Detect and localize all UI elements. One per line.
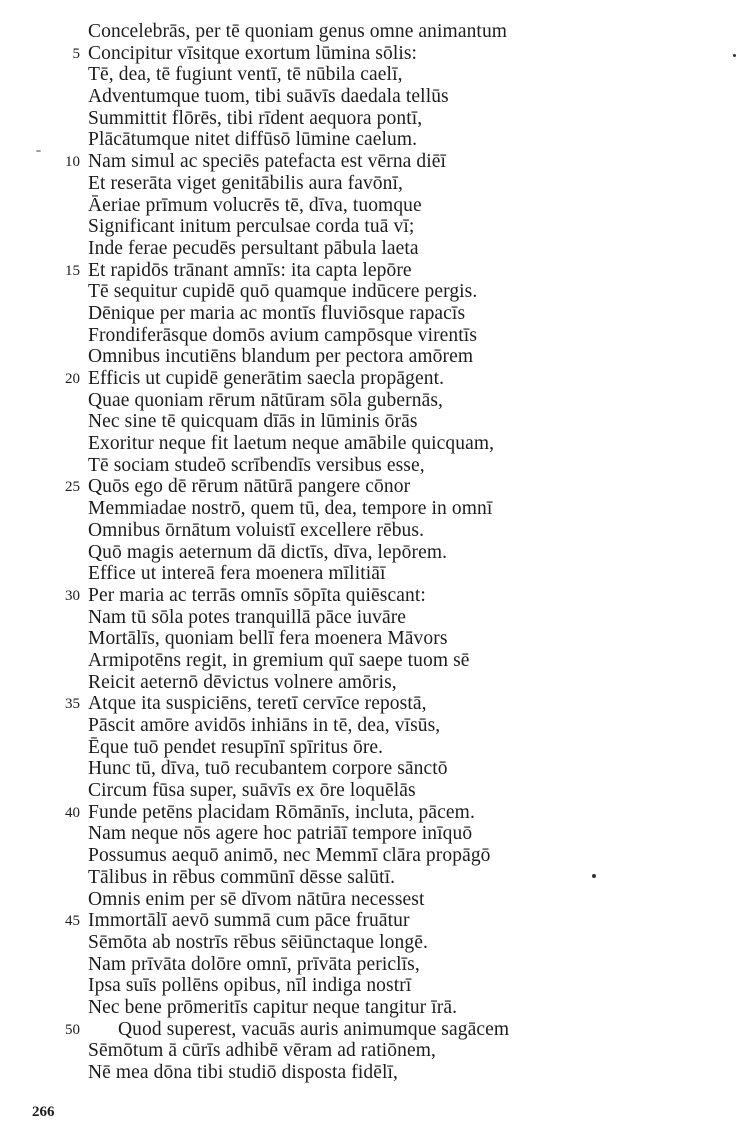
- verse-line: [0, 910, 750, 932]
- verse-line: [0, 195, 750, 217]
- verse-text: Omnibus incutiēns blandum per pectora amōrem: [88, 346, 474, 368]
- verse-text: Reicit aeternō dēvictus volnere amōris,: [88, 671, 397, 693]
- verse-text: Tālibus in rēbus commūnī dēsse salūtī.: [88, 866, 396, 888]
- verse-text: Nam neque nōs agere hoc patriāī tempore inīquō: [88, 823, 473, 845]
- verse-line: [0, 715, 750, 737]
- line-number: 5: [72, 45, 80, 62]
- verse-text: Possumus aequō animō, nec Memmī clāra propāgō: [88, 845, 491, 867]
- verse-line: [0, 86, 750, 108]
- verse-line: [0, 607, 750, 629]
- verse-line: [0, 411, 750, 433]
- verse-line: [0, 802, 750, 824]
- verse-text: Quae quoniam rērum nātūram sōla gubernās,: [88, 389, 443, 411]
- verse-text: Quod superest, vacuās auris animumque sagācem: [118, 1018, 510, 1040]
- verse-line: [0, 585, 750, 607]
- verse-line: [0, 563, 750, 585]
- verse-text: Concelebrās, per tē quoniam genus omne animantum: [88, 21, 508, 42]
- verse-line: [0, 693, 750, 715]
- verse-text: Inde ferae pecudēs persultant pābula laeta: [88, 237, 419, 259]
- verse-line: [0, 108, 750, 130]
- verse-line: [0, 650, 750, 672]
- verse-text: Et reserāta viget genitābilis aura favōnī,: [88, 172, 403, 194]
- verse-text: Quō magis aeternum dā dictīs, dīva, lepōrem.: [88, 541, 448, 563]
- line-number: 10: [65, 154, 80, 171]
- verse-line: [0, 173, 750, 195]
- verse-text: Efficis ut cupidē generātim saecla propāgent.: [88, 368, 445, 389]
- verse-line: [0, 758, 750, 780]
- verse-text: Frondiferāsque domōs avium campōsque virentīs: [88, 324, 478, 346]
- verse-text: Quōs ego dē rērum nātūrā pangere cōnor: [88, 476, 411, 498]
- verse-line: [0, 1040, 750, 1062]
- verse-text: Memmiadae nostrō, quem tū, dea, tempore in omnī: [88, 498, 493, 520]
- verse-line: [0, 216, 750, 238]
- verse-line: [0, 1019, 750, 1041]
- verse-line: [0, 238, 750, 260]
- verse-text: Immortālī aevō summā cum pāce fruātur: [88, 910, 410, 932]
- verse-line: [0, 129, 750, 151]
- verse-text: Exoritur neque fit laetum neque amābile quicquam,: [88, 433, 495, 455]
- verse-text: Mortālīs, quoniam bellī fera moenera Māvors: [88, 628, 448, 650]
- print-speck: [592, 874, 596, 878]
- verse-line: [0, 151, 750, 173]
- line-number: 25: [65, 479, 80, 496]
- line-number: 40: [65, 804, 80, 821]
- verse-line: [0, 346, 750, 368]
- verse-text: Adventumque tuom, tibi suāvīs daedala tellūs: [88, 86, 449, 108]
- verse-text: Circum fūsa super, suāvīs ex ōre loquēlās: [88, 780, 416, 802]
- verse-text: Nec sine tē quicquam dīās in lūminis ōrās: [88, 411, 418, 433]
- verse-line: [0, 672, 750, 694]
- line-number: 30: [65, 587, 80, 604]
- verse-text: Omnibus ōrnātum voluistī excellere rēbus.: [88, 519, 425, 541]
- verse-text: Nam simul ac speciēs patefacta est vērna diēī: [88, 151, 447, 173]
- verse-text: Funde petēns placidam Rōmānīs, incluta, pācem.: [88, 801, 475, 823]
- verse-text: Nec bene prōmeritīs capitur neque tangitur īrā.: [88, 996, 458, 1018]
- verse-text: Nē mea dōna tibi studiō disposta fidēlī,: [88, 1062, 398, 1083]
- line-number: 20: [65, 371, 80, 387]
- verse-text: Tē, dea, tē fugiunt ventī, tē nūbila caelī,: [88, 64, 403, 86]
- verse-line: [0, 997, 750, 1019]
- verse-text: Pāscit amōre avidōs inhiāns in tē, dea, vīsūs,: [88, 715, 441, 736]
- verse-text: Dēnique per maria ac montīs fluviōsque rapacīs: [88, 302, 466, 324]
- verse-line: [0, 1062, 750, 1084]
- line-number: 35: [65, 696, 80, 713]
- verse-line: [0, 260, 750, 282]
- verse-text: Tē sequitur cupidē quō quamque indūcere pergis.: [88, 281, 478, 303]
- line-number: 50: [65, 1021, 80, 1038]
- verse-line: [0, 542, 750, 564]
- verse-text: Plācātumque nitet diffūsō lūmine caelum.: [88, 129, 418, 151]
- verse-line: [0, 932, 750, 954]
- verse-text: Tē sociam studeō scrībendīs versibus esse,: [88, 454, 425, 476]
- verse-line: [0, 433, 750, 455]
- verse-text: Sēmōtum ā cūrīs adhibē vēram ad ratiōnem,: [88, 1040, 436, 1062]
- verse-text: Significant initum perculsae corda tuā vī;: [88, 216, 415, 238]
- verse-line: [0, 64, 750, 86]
- line-number: 15: [65, 262, 80, 279]
- verse-text: Sēmōta ab nostrīs rēbus sēiūnctaque longē.: [88, 931, 428, 953]
- verse-text: Ipsa suīs pollēns opibus, nīl indiga nostrī: [88, 975, 412, 997]
- verse-text: Hunc tū, dīva, tuō recubantem corpore sānctō: [88, 758, 448, 780]
- verse-line: [0, 975, 750, 997]
- verse-text: Ēque tuō pendet resupīnī spīritus ōre.: [88, 736, 384, 758]
- verse-text: Effice ut intereā fera moenera mīlitiāī: [88, 563, 386, 585]
- verse-line: [0, 867, 750, 889]
- verse-line: [0, 823, 750, 845]
- verse-text: Omnis enim per sē dīvom nātūra necessest: [88, 888, 425, 910]
- verse-line: [0, 21, 750, 43]
- verse-line: [0, 390, 750, 412]
- verse-block: [0, 21, 750, 1084]
- verse-text: Atque ita suspiciēns, teretī cervīce repostā,: [88, 693, 427, 715]
- verse-line: [0, 325, 750, 347]
- line-number: 45: [65, 913, 80, 930]
- verse-text: Concipitur vīsitque exortum lūmina sōlis:: [88, 42, 418, 64]
- verse-text: Armipotēns regit, in gremium quī saepe tuom sē: [88, 649, 470, 671]
- verse-line: [0, 303, 750, 325]
- verse-line: [0, 845, 750, 867]
- verse-text: Āeriae prīmum volucrēs tē, dīva, tuomque: [88, 194, 422, 216]
- verse-line: [0, 281, 750, 303]
- verse-text: Nam prīvāta dolōre omnī, prīvāta periclīs,: [88, 953, 420, 975]
- verse-text: Per maria ac terrās omnīs sōpīta quiēscant:: [88, 584, 426, 606]
- page-number: 266: [32, 1104, 55, 1120]
- verse-line: [0, 43, 750, 65]
- verse-line: [0, 889, 750, 911]
- verse-text: Et rapidōs trānant amnīs: ita capta lepōre: [88, 259, 412, 281]
- verse-line: [0, 737, 750, 759]
- verse-line: [0, 520, 750, 542]
- verse-line: [0, 628, 750, 650]
- verse-line: [0, 455, 750, 477]
- verse-line: [0, 780, 750, 802]
- verse-line: [0, 476, 750, 498]
- print-speck: [36, 150, 41, 152]
- verse-line: [0, 498, 750, 520]
- verse-line: [0, 954, 750, 976]
- verse-text: Summittit flōrēs, tibi rīdent aequora pontī,: [88, 107, 423, 129]
- print-speck: [733, 54, 736, 57]
- verse-text: Nam tū sōla potes tranquillā pāce iuvāre: [88, 606, 407, 628]
- verse-line: [0, 368, 750, 390]
